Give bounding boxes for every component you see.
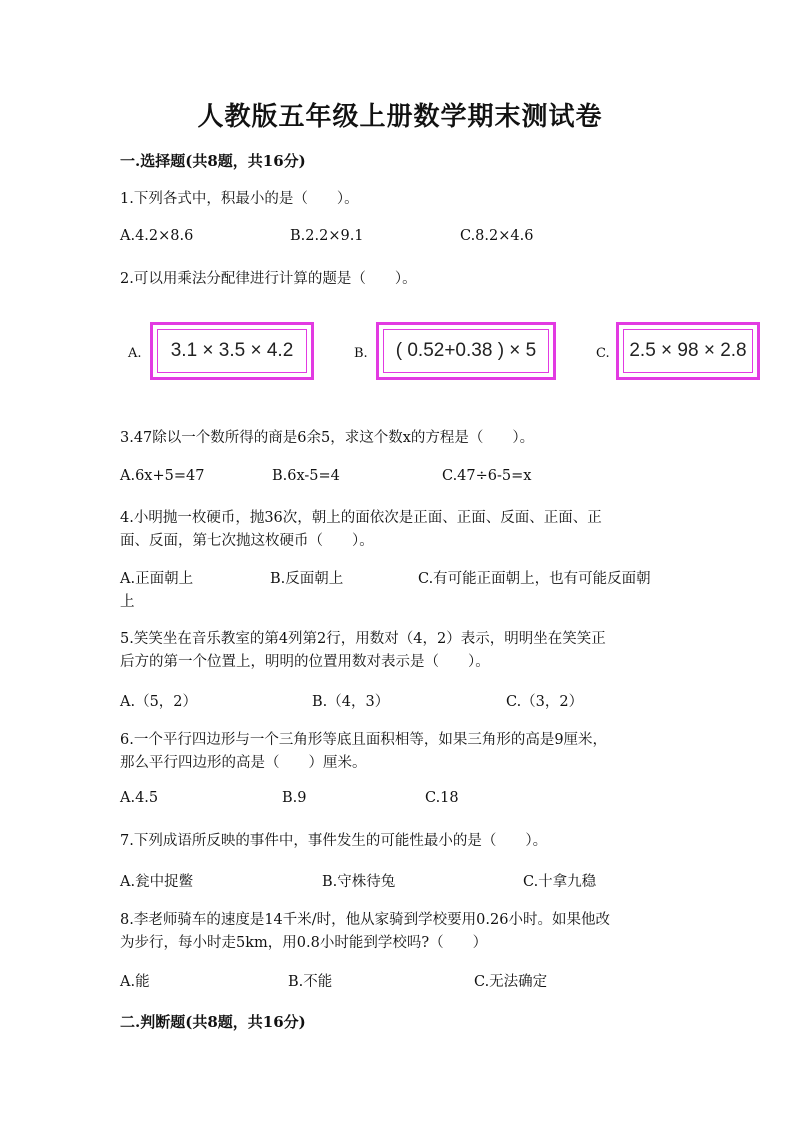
option-c: C.无法确定 bbox=[474, 974, 548, 990]
question-4 bbox=[120, 507, 680, 553]
question-3-options bbox=[120, 468, 680, 492]
option-a: A.能 bbox=[120, 974, 150, 990]
option-b: B.9 bbox=[282, 790, 307, 806]
question-4-options bbox=[120, 568, 680, 614]
option-a-label: A. bbox=[128, 346, 142, 361]
option-c: C.18 bbox=[425, 790, 459, 806]
option-c-expression: 2.5 × 98 × 2.8 bbox=[623, 329, 753, 373]
question-1: 1.下列各式中，积最小的是（ ）。 bbox=[120, 191, 359, 207]
question-8 bbox=[120, 909, 680, 955]
option-a-expression: 3.1 × 3.5 × 4.2 bbox=[157, 329, 307, 373]
option-b: B.（4，3） bbox=[312, 694, 390, 710]
option-b: B.守株待兔 bbox=[322, 874, 396, 890]
option-c: C.（3，2） bbox=[506, 694, 584, 710]
option-c: C.47÷6-5=x bbox=[442, 468, 532, 484]
question-6 bbox=[120, 729, 680, 775]
option-c: C.8.2×4.6 bbox=[460, 228, 534, 244]
section-heading-judgement: 二.判断题(共8题，共16分) bbox=[120, 1013, 306, 1031]
option-b: B.6x-5=4 bbox=[272, 468, 340, 484]
question-4-line-2: 面、反面，第七次抛这枚硬币（ ）。 bbox=[120, 533, 374, 549]
question-6-line-2: 那么平行四边形的高是（ ）厘米。 bbox=[120, 755, 367, 771]
option-a-expression-box bbox=[150, 322, 314, 380]
question-6-line-1: 6.一个平行四边形与一个三角形等底且面积相等，如果三角形的高是9厘米， bbox=[120, 732, 608, 748]
option-a: A.6x+5=47 bbox=[120, 468, 205, 484]
question-5 bbox=[120, 628, 680, 674]
option-b-expression: ( 0.52+0.38 ) × 5 bbox=[383, 329, 549, 373]
option-b: B.2.2×9.1 bbox=[290, 228, 364, 244]
question-4-line-1: 4.小明抛一枚硬币，抛36次，朝上的面依次是正面、正面、反面、正面、正 bbox=[120, 510, 602, 526]
option-a: A.4.5 bbox=[120, 790, 159, 806]
option-b-label: B. bbox=[354, 346, 368, 361]
option-c-continued: 上 bbox=[120, 594, 135, 610]
option-c-label: C. bbox=[596, 346, 610, 361]
option-c: C.十拿九稳 bbox=[523, 874, 597, 890]
question-2: 2.可以用乘法分配律进行计算的题是（ ）。 bbox=[120, 271, 417, 287]
question-5-line-2: 后方的第一个位置上，明明的位置用数对表示是（ ）。 bbox=[120, 654, 490, 670]
question-2-options bbox=[120, 322, 780, 386]
question-3: 3.47除以一个数所得的商是6余5，求这个数x的方程是（ ）。 bbox=[120, 430, 535, 446]
option-b: B.反面朝上 bbox=[270, 571, 344, 587]
option-b-expression-box bbox=[376, 322, 556, 380]
question-5-options bbox=[120, 690, 680, 714]
option-b: B.不能 bbox=[288, 974, 333, 990]
question-8-line-2: 为步行，每小时走5km，用0.8小时能到学校吗?（ ） bbox=[120, 935, 488, 951]
option-a: A.正面朝上 bbox=[120, 571, 194, 587]
question-5-line-1: 5.笑笑坐在音乐教室的第4列第2行，用数对（4，2）表示，明明坐在笑笑正 bbox=[120, 631, 606, 647]
question-8-line-1: 8.李老师骑车的速度是14千米/时，他从家骑到学校要用0.26小时。如果他改 bbox=[120, 912, 610, 928]
option-a: A.瓮中捉鳖 bbox=[120, 874, 194, 890]
question-6-options bbox=[120, 790, 680, 814]
option-a: A.（5，2） bbox=[120, 694, 198, 710]
question-8-options bbox=[120, 970, 680, 994]
exam-title: 人教版五年级上册数学期末测试卷 bbox=[197, 102, 603, 132]
question-1-options bbox=[120, 228, 680, 252]
option-a: A.4.2×8.6 bbox=[120, 228, 194, 244]
section-heading-choice: 一.选择题(共8题，共16分) bbox=[120, 152, 306, 170]
option-c: C.有可能正面朝上，也有可能反面朝 bbox=[418, 571, 651, 587]
question-7-options bbox=[120, 870, 680, 894]
option-c-expression-box bbox=[616, 322, 760, 380]
question-7: 7.下列成语所反映的事件中，事件发生的可能性最小的是（ ）。 bbox=[120, 833, 548, 849]
